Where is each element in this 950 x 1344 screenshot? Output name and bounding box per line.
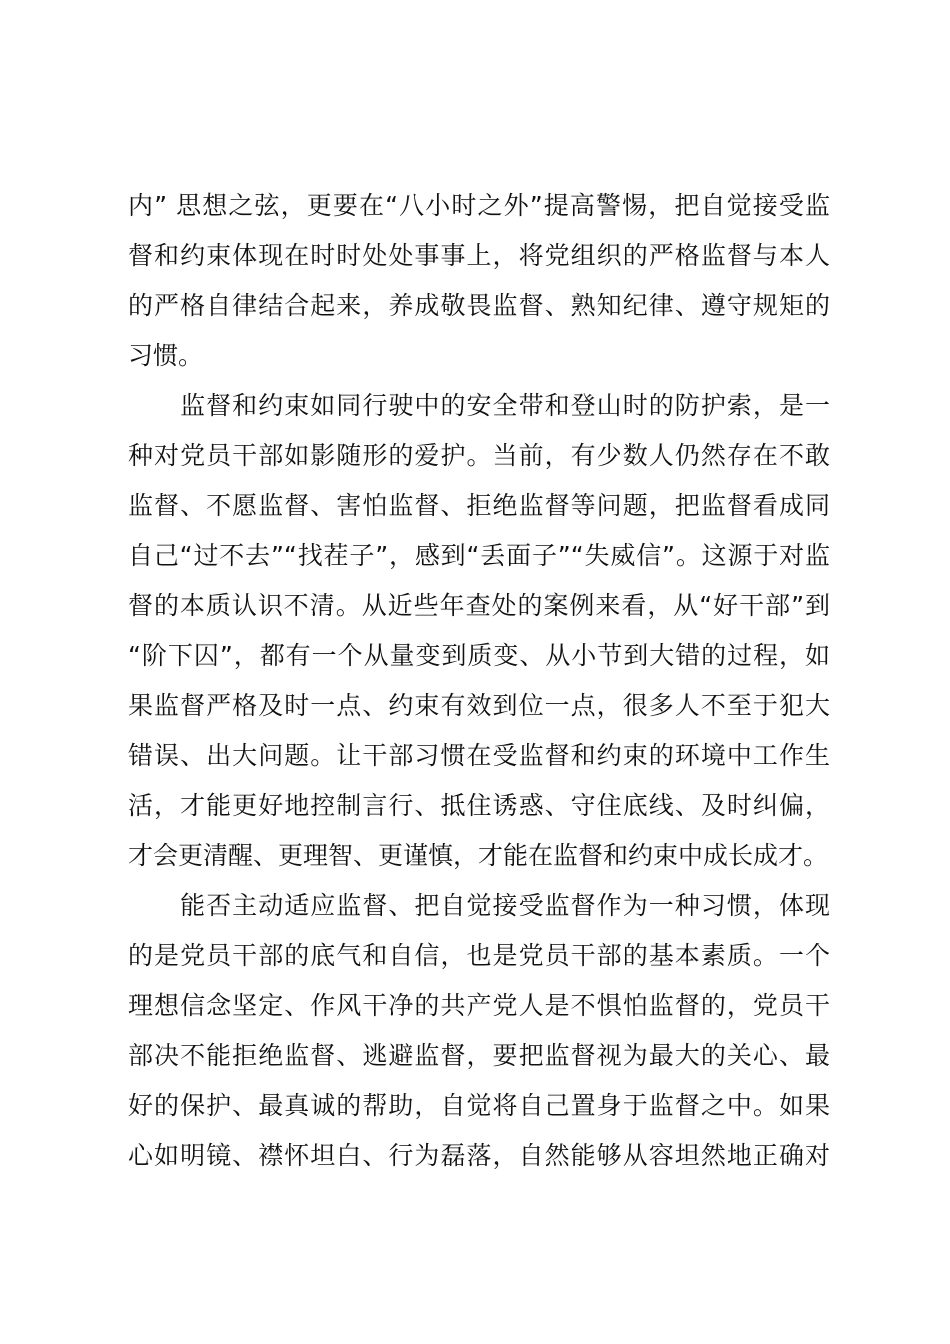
text-line: 才会更清醒、更理智、更谨慎，才能在监督和约束中成长成才。 bbox=[128, 841, 829, 870]
text-line: 督和约束体现在时时处处事事上，将党组织的严格监督与本人 bbox=[128, 241, 830, 270]
text-line: 监督和约束如同行驶中的安全带和登山时的防护索，是一 bbox=[128, 391, 830, 420]
text-line: 的是党员干部的底气和自信，也是党员干部的基本素质。一个 bbox=[128, 941, 830, 970]
text-line: 心如明镜、襟怀坦白、行为磊落，自然能够从容坦然地正确对 bbox=[128, 1141, 830, 1170]
text-line: 活，才能更好地控制言行、抵住诱惑、守住底线、及时纠偏， bbox=[128, 791, 830, 820]
text-line: 能否主动适应监督、把自觉接受监督作为一种习惯，体现 bbox=[128, 891, 830, 920]
text-line: 部决不能拒绝监督、逃避监督，要把监督视为最大的关心、最 bbox=[128, 1041, 830, 1070]
text-line: 错误、出大问题。让干部习惯在受监督和约束的环境中工作生 bbox=[128, 741, 830, 770]
text-line: 理想信念坚定、作风干净的共产党人是不惧怕监督的，党员干 bbox=[128, 991, 830, 1020]
text-line: 种对党员干部如影随形的爱护。当前，有少数人仍然存在不敢 bbox=[128, 441, 830, 470]
body-text bbox=[128, 181, 830, 1181]
text-line: 督的本质认识不清。从近些年查处的案例来看，从“好干部”到 bbox=[128, 591, 830, 620]
text-line: 好的保护、最真诚的帮助，自觉将自己置身于监督之中。如果 bbox=[128, 1091, 830, 1120]
text-line: 果监督严格及时一点、约束有效到位一点，很多人不至于犯大 bbox=[128, 691, 830, 720]
text-line: 的严格自律结合起来，养成敬畏监督、熟知纪律、遵守规矩的 bbox=[128, 291, 830, 320]
text-line: 监督、不愿监督、害怕监督、拒绝监督等问题，把监督看成同 bbox=[128, 491, 830, 520]
text-line: 习惯。 bbox=[128, 341, 204, 370]
text-line: 自己“过不去”“找茬子”，感到“丢面子”“失威信”。这源于对监 bbox=[128, 541, 830, 570]
text-line: 内” 思想之弦，更要在“八小时之外”提高警惕，把自觉接受监 bbox=[128, 191, 830, 220]
text-line: “阶下囚”，都有一个从量变到质变、从小节到大错的过程，如 bbox=[128, 641, 830, 670]
